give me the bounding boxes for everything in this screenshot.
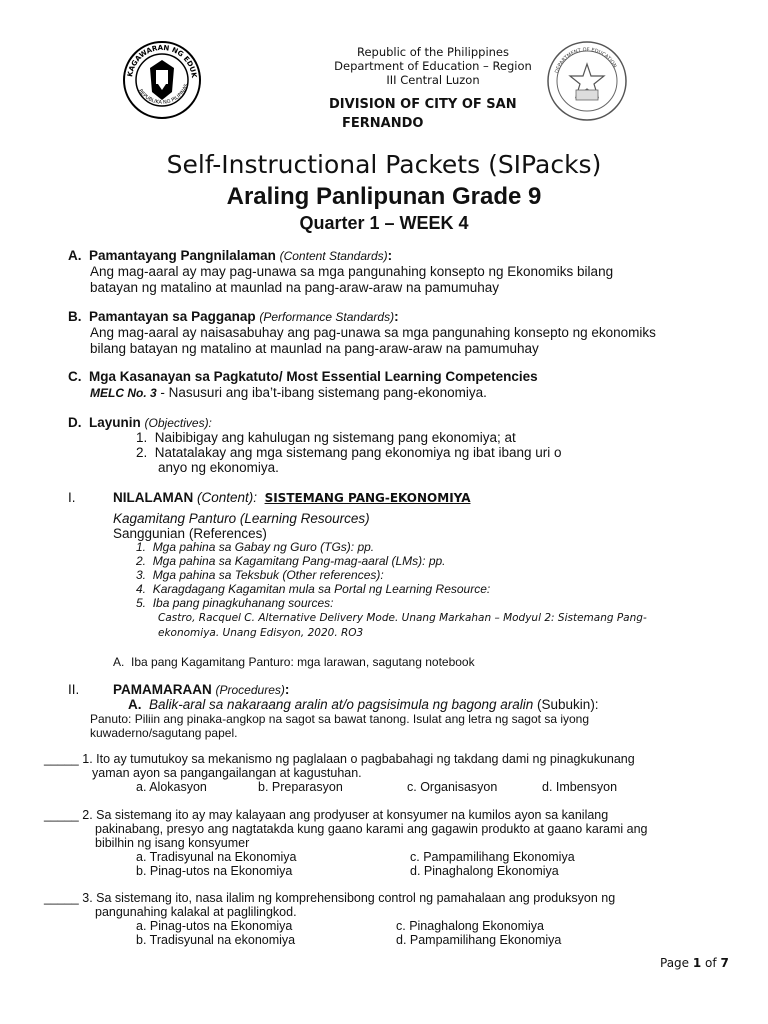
melc-number: MELC No. 3 — [90, 386, 157, 400]
q3-choice-a: a. Pinag-utos na Ekonomiya — [136, 919, 293, 933]
source-citation-1: Castro, Racquel C. Alternative Delivery Mode. Unang Markahan – Modyul 2: Sistemang Pang- — [158, 612, 647, 624]
section-c-letter: C. — [68, 369, 82, 384]
section-a-letter: A. — [68, 248, 82, 263]
of-word: of — [701, 956, 721, 970]
part-i-heading — [113, 490, 470, 506]
objective-2 — [136, 445, 562, 461]
answer-blank-1[interactable]: _____ — [44, 752, 79, 766]
q2-choice-d: d. Pinaghalong Ekonomiya — [410, 864, 559, 878]
reference-item-5 — [136, 597, 334, 611]
page-number: 1 — [692, 956, 702, 970]
section-d-heading — [68, 415, 212, 431]
q1-choice-b: b. Preparasyon — [258, 780, 343, 794]
section-b-label: Pamantayan sa Pagganap — [89, 309, 256, 324]
section-d-label: Layunin — [89, 415, 141, 430]
reference-2-number: 2. — [136, 554, 147, 568]
objective-1 — [136, 430, 516, 446]
page-total: 7 — [720, 956, 729, 970]
objective-1-text: Naibibigay ang kahulugan ng sistemang pang ekonomiya; at — [154, 430, 516, 445]
reference-1-number: 1. — [136, 540, 147, 554]
section-a-text-1: Ang mag-aaral ay may pag-unawa sa mga pangunahing konsepto ng Ekonomiks bilang — [90, 264, 614, 279]
q2-choice-a: a. Tradisyunal na Ekonomiya — [136, 850, 297, 864]
division-line-2: FERNANDO — [342, 116, 424, 131]
part-ii-label: PAMAMARAAN — [113, 682, 212, 697]
objective-2-text: Natatalakay ang mga sistemang pang ekonomiya ng ibat ibang uri o — [154, 445, 562, 460]
part-ii-a-text: Balik-aral sa nakaraang aralin at/o pagsisimula ng bagong aralin — [149, 697, 534, 712]
answer-blank-2[interactable]: _____ — [44, 808, 79, 822]
reference-3-text: Mga pahina sa Teksbuk (Other references): — [152, 568, 384, 582]
q1-choice-a: a. Alokasyon — [136, 780, 207, 794]
section-c-label: Mga Kasanayan sa Pagkatuto/ Most Essential Learning Competencies — [89, 369, 538, 384]
part-ii-a-letter: A. — [128, 697, 142, 712]
section-a-colon: : — [387, 248, 393, 263]
section-a-en: (Content Standards) — [279, 249, 388, 263]
question-2-text: 2. Sa sistemang ito ay may kalayaan ang prodyuser at konsyumer na kumilos ayon sa kanilang — [78, 808, 609, 822]
part-ii-numeral: II. — [68, 682, 80, 697]
objective-2-number: 2. — [136, 445, 148, 460]
q2-choice-c: c. Pampamilihang Ekonomiya — [410, 850, 575, 864]
answer-blank-3[interactable]: _____ — [44, 891, 79, 905]
division-seal-logo — [546, 40, 628, 122]
q3-choice-b: b. Tradisyunal na ekonomiya — [136, 933, 296, 947]
section-a-label: Pamantayang Pangnilalaman — [89, 248, 276, 263]
reference-4-text: Karagdagang Kagamitan mula sa Portal ng Learning Resource: — [152, 582, 491, 596]
svg-text:DEPARTMENT OF EDUCATION: DEPARTMENT OF EDUCATION — [554, 46, 618, 75]
republic-line: Republic of the Philippines — [356, 45, 510, 59]
section-a-text-2: batayan ng matalino at maunlad na pang-araw-araw na pamumuhay — [90, 280, 500, 295]
objective-1-number: 1. — [136, 430, 148, 445]
region-line: III Central Luzon — [386, 73, 480, 87]
reference-item-1 — [136, 541, 374, 555]
deped-seal-logo — [122, 40, 202, 120]
part-i-numeral: I. — [68, 490, 76, 505]
question-2-cont-2: bibilhin ng isang konsyumer — [95, 836, 250, 850]
part-ii-a — [113, 697, 599, 713]
reference-4-number: 4. — [136, 582, 147, 596]
question-3-text: 3. Sa sistemang ito, nasa ilalim ng komprehensibong control ng pamahalaan ang produksyon ng — [78, 891, 616, 905]
svg-text:REPUBLIKA NG PILIPINAS: REPUBLIKA NG PILIPINAS — [137, 83, 190, 106]
part-ii-heading — [113, 682, 289, 698]
panuto-line-2: kuwaderno/sagutang papel. — [90, 726, 238, 740]
reference-item-3 — [136, 569, 384, 583]
section-b-text-2: bilang batayan ng matalino at maunlad na pang-araw-araw na pamumuhay — [90, 341, 539, 356]
question-1 — [44, 752, 635, 766]
reference-2-text: Mga pahina sa Kagamitang Pang-mag-aaral (LMs): pp. — [152, 554, 446, 568]
section-b-colon: : — [394, 309, 399, 324]
svg-text:KAGAWARAN NG EDUKASYON: KAGAWARAN NG EDUK — [126, 43, 199, 79]
other-materials-text: Iba pang Kagamitang Panturo: mga larawan, sagutang notebook — [131, 655, 475, 669]
q1-choice-d: d. Imbensyon — [542, 780, 618, 794]
section-b-letter: B. — [68, 309, 82, 324]
reference-5-text: Iba pang pinagkuhanang sources: — [152, 596, 334, 610]
section-a-heading — [68, 248, 392, 264]
question-3 — [44, 891, 615, 905]
reference-1-text: Mga pahina sa Gabay ng Guro (TGs): pp. — [152, 540, 375, 554]
section-b-heading — [68, 309, 399, 325]
section-c-heading — [68, 369, 538, 385]
panuto-line-1: Panuto: Piliin ang pinaka-angkop na sagot sa bawat tanong. Isulat ang letra ng sagot sa iyong — [90, 712, 590, 726]
section-d-letter: D. — [68, 415, 82, 430]
other-materials — [113, 655, 475, 669]
learning-resources-label: Kagamitang Panturo (Learning Resources) — [113, 511, 370, 526]
section-b-en: (Performance Standards) — [259, 310, 395, 324]
reference-item-4 — [136, 583, 490, 597]
question-3-cont: pangunahing kalakal at paglilingkod. — [95, 905, 297, 919]
reference-5-number: 5. — [136, 596, 147, 610]
question-2 — [44, 808, 608, 822]
q1-choice-c: c. Organisasyon — [407, 780, 498, 794]
question-2-cont-1: pakinabang, presyo ang nagtatakda kung gaano karami ang gagawin produkto at gaano karami ang — [95, 822, 648, 836]
melc-line — [90, 385, 487, 401]
section-b-text-1: Ang mag-aaral ay naisasabuhay ang pag-unawa sa mga pangunahing konsepto ng ekonomiks — [90, 325, 656, 340]
q2-choice-b: b. Pinag-utos na Ekonomiya — [136, 864, 293, 878]
part-ii-en: (Procedures) — [215, 683, 285, 697]
q3-choice-c: c. Pinaghalong Ekonomiya — [396, 919, 545, 933]
part-i-label: NILALAMAN — [113, 490, 194, 505]
question-1-cont: yaman ayon sa pangangailangan at kagustuhan. — [92, 766, 362, 780]
quarter-title: Quarter 1 – WEEK 4 — [299, 213, 469, 233]
objective-2-cont: anyo ng ekonomiya. — [158, 460, 279, 475]
references-label: Sanggunian (References) — [113, 526, 267, 541]
part-i-en: (Content): — [197, 490, 258, 505]
part-i-topic: SISTEMANG PANG-EKONOMIYA — [264, 491, 471, 505]
document-title: Self-Instructional Packets (SIPacks) — [166, 150, 602, 179]
question-1-text: 1. Ito ay tumutukoy sa mekanismo ng paglalaan o pagbabahagi ng takdang dami ng pinagkukunang — [78, 752, 635, 766]
melc-text: - Nasusuri ang iba’t-ibang sistemang pang-ekonomiya. — [156, 385, 487, 400]
page-word: Page — [660, 956, 693, 970]
page-indicator — [660, 956, 729, 970]
other-materials-letter: A. — [113, 655, 125, 669]
part-ii-colon: : — [284, 682, 290, 697]
q3-choice-d: d. Pampamilihang Ekonomiya — [396, 933, 562, 947]
reference-3-number: 3. — [136, 568, 147, 582]
reference-item-2 — [136, 555, 446, 569]
division-line-1: DIVISION OF CITY OF SAN — [329, 97, 517, 112]
source-citation-2: ekonomiya. Unang Edisyon, 2020. RO3 — [158, 627, 364, 639]
subject-title: Araling Panlipunan Grade 9 — [226, 183, 542, 210]
department-line: Department of Education – Region — [334, 59, 532, 73]
section-d-en: (Objectives): — [144, 416, 212, 430]
part-ii-a-sub: (Subukin): — [533, 697, 599, 712]
